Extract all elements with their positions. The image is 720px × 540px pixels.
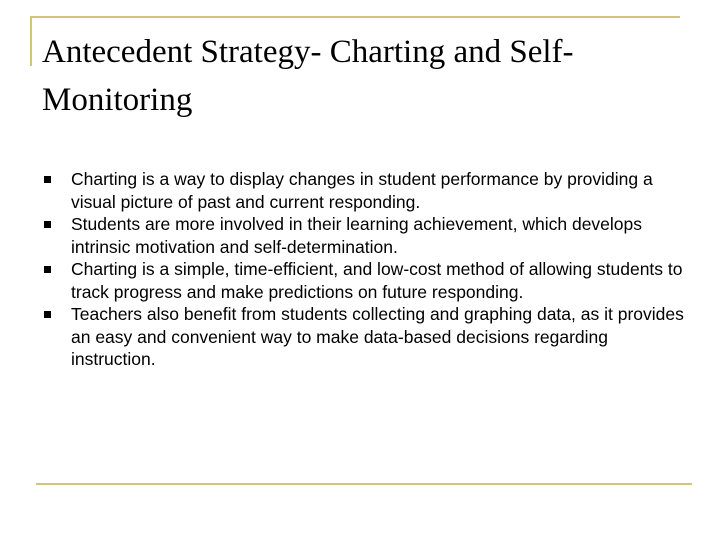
square-bullet-icon [44, 176, 51, 183]
slide-title: Antecedent Strategy- Charting and Self-Monitoring [42, 34, 574, 118]
left-rule [30, 16, 32, 66]
square-bullet-icon [44, 266, 51, 273]
bullet-item [44, 303, 694, 371]
bullet-item [44, 168, 694, 213]
bullet-list [44, 168, 694, 371]
bullet-text: Charting is a simple, time-efficient, and low-cost method of allowing students to track progress and make predictions on future responding. [71, 259, 683, 302]
bullet-item [44, 213, 694, 258]
square-bullet-icon [44, 311, 51, 318]
top-rule [30, 16, 680, 18]
bullet-text: Teachers also benefit from students collecting and graphing data, as it provides an easy and convenient way to make data-based decisions regarding instruction. [71, 304, 684, 369]
bullet-item [44, 258, 694, 303]
bottom-rule [36, 483, 692, 485]
bullet-text: Students are more involved in their learning achievement, which develops intrinsic motivation and self-determination. [71, 214, 643, 257]
bullet-text: Charting is a way to display changes in student performance by providing a visual picture of past and current responding. [71, 169, 653, 212]
square-bullet-icon [44, 221, 51, 228]
